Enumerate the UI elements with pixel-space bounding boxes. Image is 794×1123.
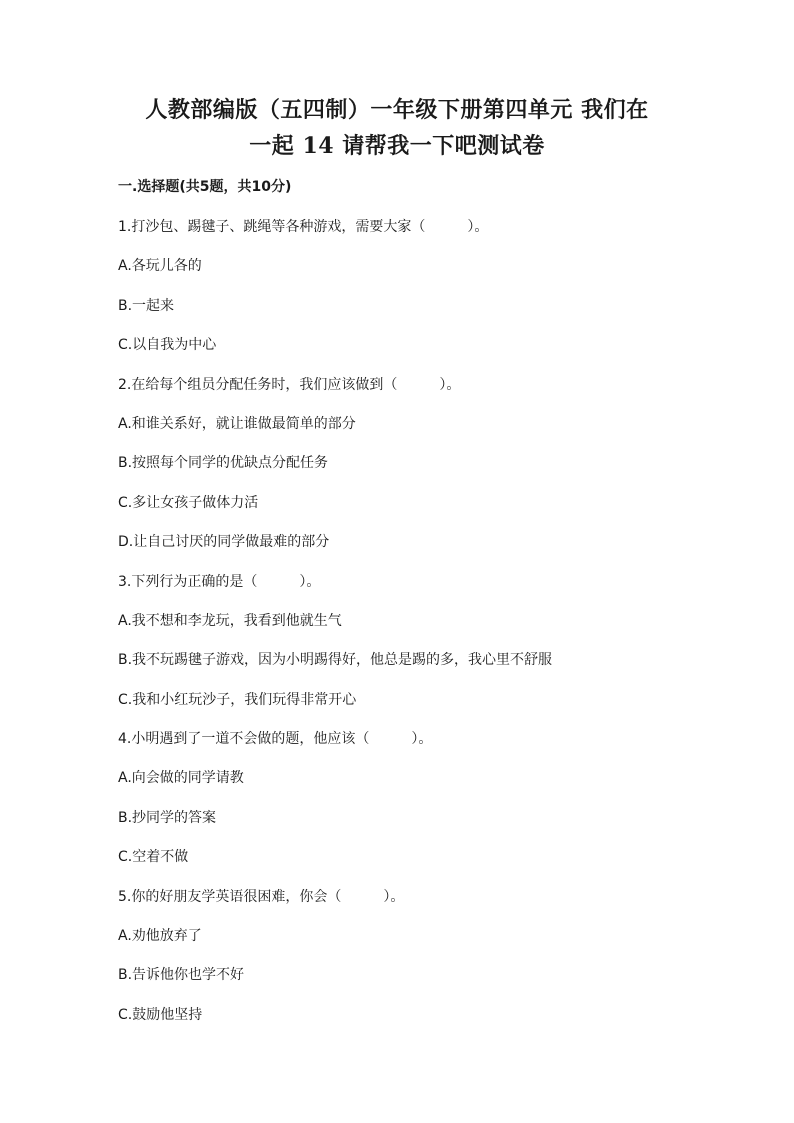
question-5 [118,886,718,1044]
question-3 [118,571,718,729]
question-4 [118,728,718,886]
question-1 [118,216,718,374]
option-c: C.我和小红玩沙子，我们玩得非常开心 [118,691,357,708]
option-a: A.劝他放弃了 [118,928,202,945]
option-a: A.我不想和李龙玩，我看到他就生气 [118,612,342,629]
page-title [100,92,694,164]
question-2 [118,374,718,571]
option-b: B.一起来 [118,297,175,314]
option-c: C.鼓励他坚持 [118,1006,203,1023]
page-title-line-1: 人教部编版（五四制）一年级下册第四单元 我们在 [145,97,649,123]
option-a: A.和谁关系好，就让谁做最简单的部分 [118,415,356,432]
option-b: B.我不玩踢毽子游戏，因为小明踢得好，他总是踢的多，我心里不舒服 [118,652,553,669]
question-stem: 5.你的好朋友学英语很困难，你会（ ）。 [118,888,405,905]
option-b: B.按照每个同学的优缺点分配任务 [118,455,329,472]
question-stem: 2.在给每个组员分配任务时，我们应该做到（ ）。 [118,376,461,393]
question-stem: 4.小明遇到了一道不会做的题，他应该（ ）。 [118,731,433,748]
option-d: D.让自己讨厌的同学做最难的部分 [118,534,330,551]
question-list [118,216,718,1043]
option-c: C.空着不做 [118,849,189,866]
option-a: A.各玩儿各的 [118,258,202,275]
option-b: B.告诉他你也学不好 [118,967,245,984]
question-stem: 1.打沙包、踢毽子、跳绳等各种游戏，需要大家（ ）。 [118,219,489,235]
question-stem: 3.下列行为正确的是（ ）。 [118,573,321,590]
page-title-line-2: 一起 14 请帮我一下吧测试卷 [249,133,545,159]
option-a: A.向会做的同学请教 [118,770,244,787]
section-heading: 一.选择题(共5题，共10分) [118,179,292,195]
option-c: C.多让女孩子做体力活 [118,494,259,511]
option-c: C.以自我为中心 [118,337,217,354]
option-b: B.抄同学的答案 [118,809,217,826]
